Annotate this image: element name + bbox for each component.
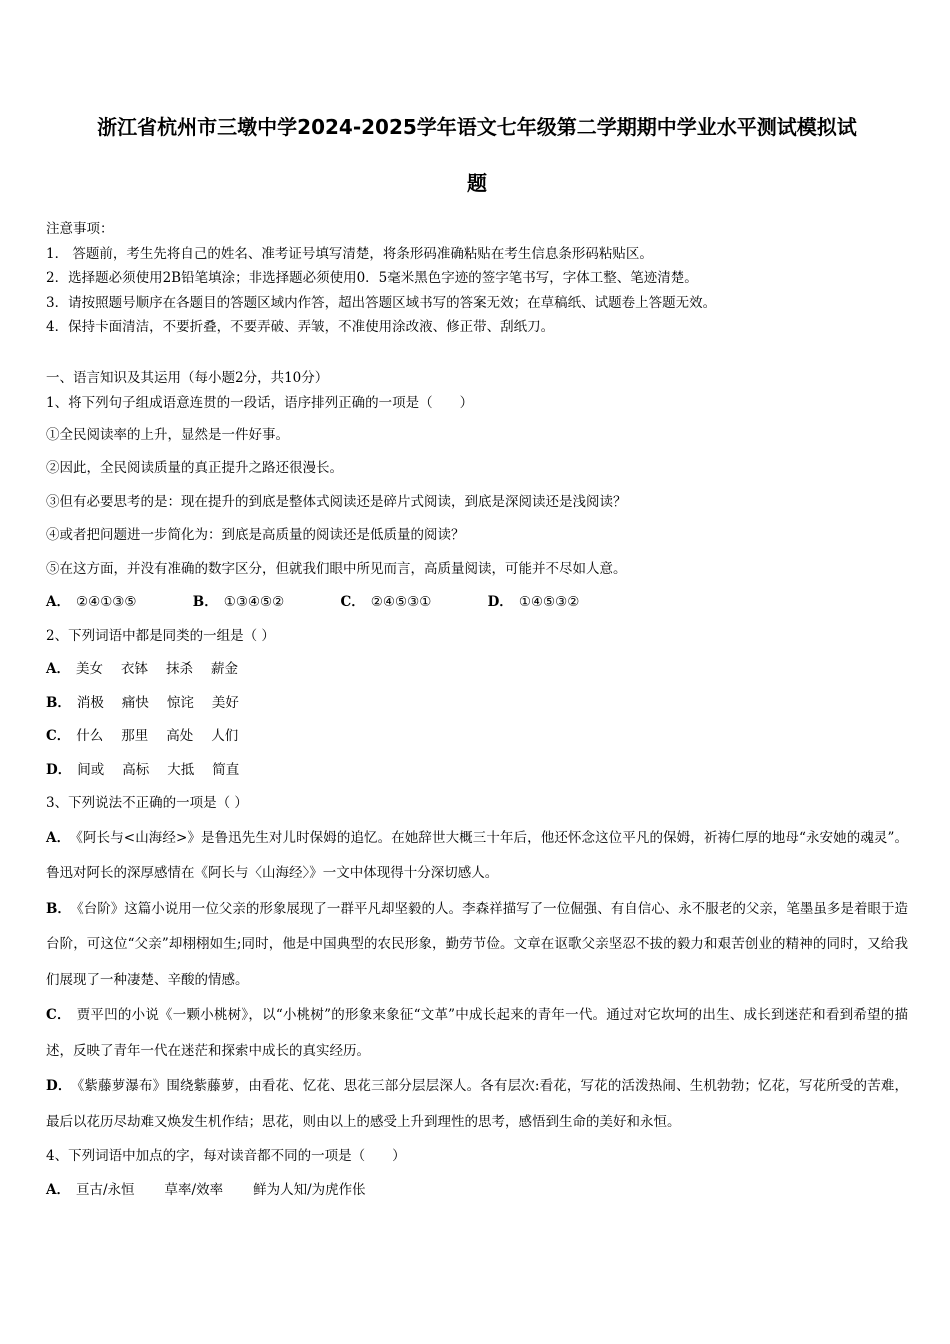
option-a[interactable]: A． 美女 衣钵 抹杀 薪金 [46, 661, 238, 677]
page-title [46, 99, 908, 211]
title-line-2: 题 [467, 171, 487, 195]
question-stem: 2、下列词语中都是同类的一组是（ ） [46, 627, 275, 644]
notice-item: 2．选择题必须使用2B铅笔填涂；非选择题必须使用0．5毫米黑色字迹的签字笔书写，字体工整、笔迹清楚。 [46, 270, 698, 286]
option-c[interactable]: C． 贾平凹的小说《一颗小桃树》，以“小桃树”的形象来象征“文革”中成长起来的青年一代。通过对它坎坷的出生、成长到迷茫和看到希望的描述，反映了青年一代在迷茫和探索中成长的真实经历。 [46, 1007, 908, 1059]
option-row [46, 586, 908, 620]
question-stem: 4、下列词语中加点的字，每对读音都不同的一项是（ ） [46, 1148, 406, 1164]
option-d[interactable]: D． 《紫藤萝瀑布》围绕紫藤萝，由看花、忆花、思花三部分层层深人。各有层次:看花，写花的活泼热闹、生机勃勃；忆花，写花所受的苦难，最后以花历尽劫难又焕发生机作结；思花，则由以上的感受上升到理性的思考，感悟到生命的美好和永恒。 [46, 1078, 908, 1130]
option-d[interactable]: D． ①④⑤③② [487, 594, 580, 610]
sentence-item: ①全民阅读率的上升，显然是一件好事。 [46, 426, 289, 443]
exam-page [46, 0, 908, 1207]
sentence-item: ③但有必要思考的是：现在提升的到底是整体式阅读还是碎片式阅读，到底是深阅读还是浅阅读？ [46, 493, 627, 510]
option-b[interactable]: B． ①③④⑤② [192, 594, 285, 610]
option-a[interactable]: A． 《阿长与<山海经>》是鲁迅先生对儿时保姆的追忆。在她辞世大概三十年后，他还怀念这位平凡的保姆，祈祷仁厚的地母“永安她的魂灵”。鲁迅对阿长的深厚感情在《阿长与〈山海经〉》一文中体现得十分深切感人。 [46, 829, 908, 881]
section-heading: 一、语言知识及其运用（每小题2分，共10分） [46, 369, 329, 386]
option-d[interactable]: D． 间或 高标 大抵 简直 [46, 761, 240, 778]
option-a[interactable]: A． 亘古/永恒 草率/效率 鲜为人知/为虎作伥 [46, 1181, 366, 1198]
question-3 [46, 787, 908, 1140]
question-stem: 3、下列说法不正确的一项是（ ） [46, 795, 248, 811]
notice-block [46, 217, 908, 340]
notice-item: 1． 答题前，考生先将自己的姓名、准考证号填写清楚，将条形码准确粘贴在考生信息条形码粘贴区。 [46, 245, 653, 262]
option-a[interactable]: A． ②④①③⑤ [46, 594, 137, 610]
question-4 [46, 1140, 908, 1207]
option-b[interactable]: B． 《台阶》这篇小说用一位父亲的形象展现了一群平凡却坚毅的人。李森祥描写了一位倔强、有自信心、永不服老的父亲，笔墨虽多是着眼于造台阶，可这位“父亲”却栩栩如生;同时，他是中国典型的农民形象，勤劳节俭。文章在讴歌父亲坚忍不拔的毅力和艰苦创业的精神的同时，又给我们展现了一种凄楚、辛酸的情感。 [46, 900, 908, 988]
title-line-1: 浙江省杭州市三墩中学2024-2025学年语文七年级第二学期期中学业水平测试模拟试 [97, 115, 857, 139]
notice-item: 4．保持卡面清洁，不要折叠，不要弄破、弄皱，不准使用涂改液、修正带、刮纸刀。 [46, 319, 555, 335]
sentence-item: ②因此，全民阅读质量的真正提升之路还很漫长。 [46, 460, 343, 476]
sentence-item: ④或者把问题进一步简化为：到底是高质量的阅读还是低质量的阅读？ [46, 527, 465, 543]
option-b[interactable]: B． 消极 痛快 惊诧 美好 [46, 694, 239, 711]
question-1 [46, 390, 908, 620]
sentence-item: ⑤在这方面，并没有准确的数字区分，但就我们眼中所见而言，高质量阅读，可能并不尽如人意。 [46, 560, 627, 577]
notice-heading: 注意事项： [46, 221, 114, 237]
option-c[interactable]: C． ②④⑤③① [340, 594, 432, 610]
question-2 [46, 620, 908, 788]
option-c[interactable]: C． 什么 那里 高处 人们 [46, 728, 239, 744]
question-stem: 1、将下列句子组成语意连贯的一段话，语序排列正确的一项是（ ） [46, 394, 474, 411]
notice-item: 3．请按照题号顺序在各题目的答题区域内作答，超出答题区域书写的答案无效；在草稿纸、试题卷上答题无效。 [46, 294, 717, 311]
